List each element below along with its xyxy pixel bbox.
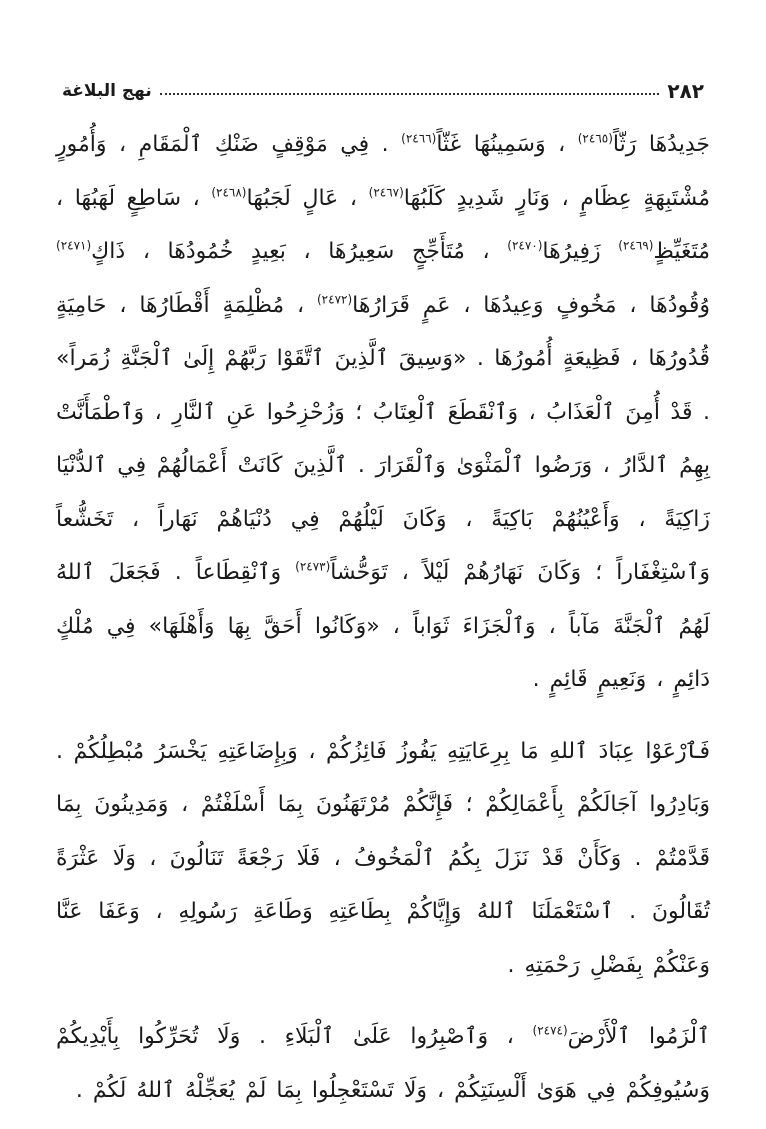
footnote-marker: (٢٤٧١) xyxy=(56,238,92,253)
running-header xyxy=(62,80,704,102)
header-dotted-rule xyxy=(160,93,660,95)
text-run: ، مُتَأَجِّجٍ سَعِيرُهَا ، بَعِيدٍ خُمُودُهَا ، ذَاكٍ xyxy=(91,239,508,264)
footnote-marker: (٢٤٦٧) xyxy=(368,185,404,200)
text-run: جَدِيدُهَا رَثّاً xyxy=(612,132,710,157)
paragraph-3 xyxy=(56,1010,710,1117)
footnote-marker: (٢٤٧٣) xyxy=(295,559,331,574)
text-run: ، وَسَمِينُهَا غَثّاً xyxy=(436,132,578,157)
footnote-marker: (٢٤٧٤) xyxy=(532,1023,568,1038)
text-run: وَٱنْقِطَاعاً . فَجَعَلَ ٱللهُ لَهُمُ ٱلْجَنَّةَ مَآباً ، وَٱلْجَزَاءَ ثَوَاباً ، «وَكَانُوا أَحَقَّ بِهَا وَأَهْلَهَا» فِي مُلْكٍ دَائِمٍ ، وَنَعِيمٍ قَائِمٍ . xyxy=(56,560,710,692)
text-run: ، وَٱصْبِرُوا عَلَىٰ ٱلْبَلَاءِ . وَلَا تُحَرِّكُوا بِأَيْدِيكُمْ وَسُيُوفِكُمْ فِي هَوَىٰ أَلْسِنَتِكُمْ ، وَلَا تَسْتَعْجِلُوا بِمَا لَمْ يُعَجِّلْهُ ٱللهُ لَكُمْ . xyxy=(56,1024,710,1103)
text-run: . فِي مَوْقِفٍ ضَنْكِ ٱلْمَقَامِ ، وَأُمُورٍ مُشْتَبِهَةٍ عِظَامٍ ، وَنَارٍ شَدِيدٍ كَلَبُهَا xyxy=(56,132,711,211)
footnote-marker: (٢٤٧٢) xyxy=(316,292,353,307)
paragraph-1 xyxy=(56,118,710,707)
text-run: فَٱرْعَوْا عِبَادَ ٱللهِ مَا بِرِعَايَتِهِ يَفُوزُ فَائِزُكُمْ ، وَبِإِضَاعَتِهِ يَخْسَرُ مُبْطِلُكُمْ . وَبَادِرُوا آجَالَكُمْ بِأَعْمَالِكُمْ ؛ فَإِنَّكُمْ مُرْتَهَنُونَ بِمَا أَسْلَفْتُمْ ، وَمَدِينُونَ بِمَا قَدَّمْتُمْ . وَكَأَنْ قَدْ نَزَلَ بِكُمُ ٱلْمَخُوفُ ، فَلَا رَجْعَةً تَنَالُونَ ، وَلَا عَثْرَةً تُقَالُونَ . ٱسْتَعْمَلَنَا ٱللهُ وَإِيَّاكُمْ بِطَاعَتِهِ وَطَاعَةِ رَسُولِهِ ، وَعَفَا عَنَّا وَعَنْكُمْ بِفَضْلِ رَحْمَتِهِ . xyxy=(56,738,710,978)
text-run: ٱلْزَمُوا ٱلْأَرْضَ xyxy=(567,1024,710,1049)
book-title: نهج البلاغة xyxy=(62,81,152,101)
footnote-marker: (٢٤٦٥) xyxy=(577,131,613,146)
paragraph-2 xyxy=(56,725,710,993)
footnote-marker: (٢٤٦٦) xyxy=(401,131,437,146)
footnote-marker: (٢٤٦٨) xyxy=(211,185,247,200)
main-text xyxy=(56,118,710,1117)
text-run: ، سَاطِعٍ لَهَبُهَا ، مُتَغَيِّظٍ xyxy=(56,185,710,264)
text-run: ، مُظْلِمَةٍ أَقْطَارُهَا ، حَامِيَةٍ قُدُورُهَا ، فَظِيعَةٍ أُمُورُهَا . «وَسِيقَ ٱلَّذِينَ ٱتَّقَوْا رَبَّهُمْ إِلَىٰ ٱلْجَنَّةِ زُمَراً» . قَدْ أُمِنَ ٱلْعَذَابُ ، وَٱنْقَطَعَ ٱلْعِتَابُ ؛ وَزُحْزِحُوا عَنِ ٱلنَّارِ ، وَٱطْمَأَنَّتْ بِهِمُ ٱلدَّارُ ، وَرَضُوا ٱلْمَثْوَىٰ وَٱلْقَرَارَ . ٱلَّذِينَ كَانَتْ أَعْمَالُهُمْ فِي ٱلدُّنْيَا زَاكِيَةً ، وَأَعْيُنُهُمْ بَاكِيَةً ، وَكَانَ لَيْلُهُمْ فِي دُنْيَاهُمْ نَهَاراً ، تَخَشُّعاً وَٱسْتِغْفَاراً ؛ وَكَانَ نَهَارُهُمْ لَيْلاً ، تَوَحُّشاً xyxy=(56,292,710,585)
footnote-marker: (٢٤٧٠) xyxy=(507,238,543,253)
text-run: وُقُودُهَا ، مَخُوفٍ وَعِيدُهَا ، عَمٍ قَرَارُهَا xyxy=(352,292,710,318)
text-run: زَفِيرُهَا xyxy=(542,239,619,264)
page-number: ٢٨٢ xyxy=(667,79,704,103)
footnote-marker: (٢٤٦٩) xyxy=(618,238,654,253)
text-run: ، عَالٍ لَجَبُهَا xyxy=(246,185,369,211)
